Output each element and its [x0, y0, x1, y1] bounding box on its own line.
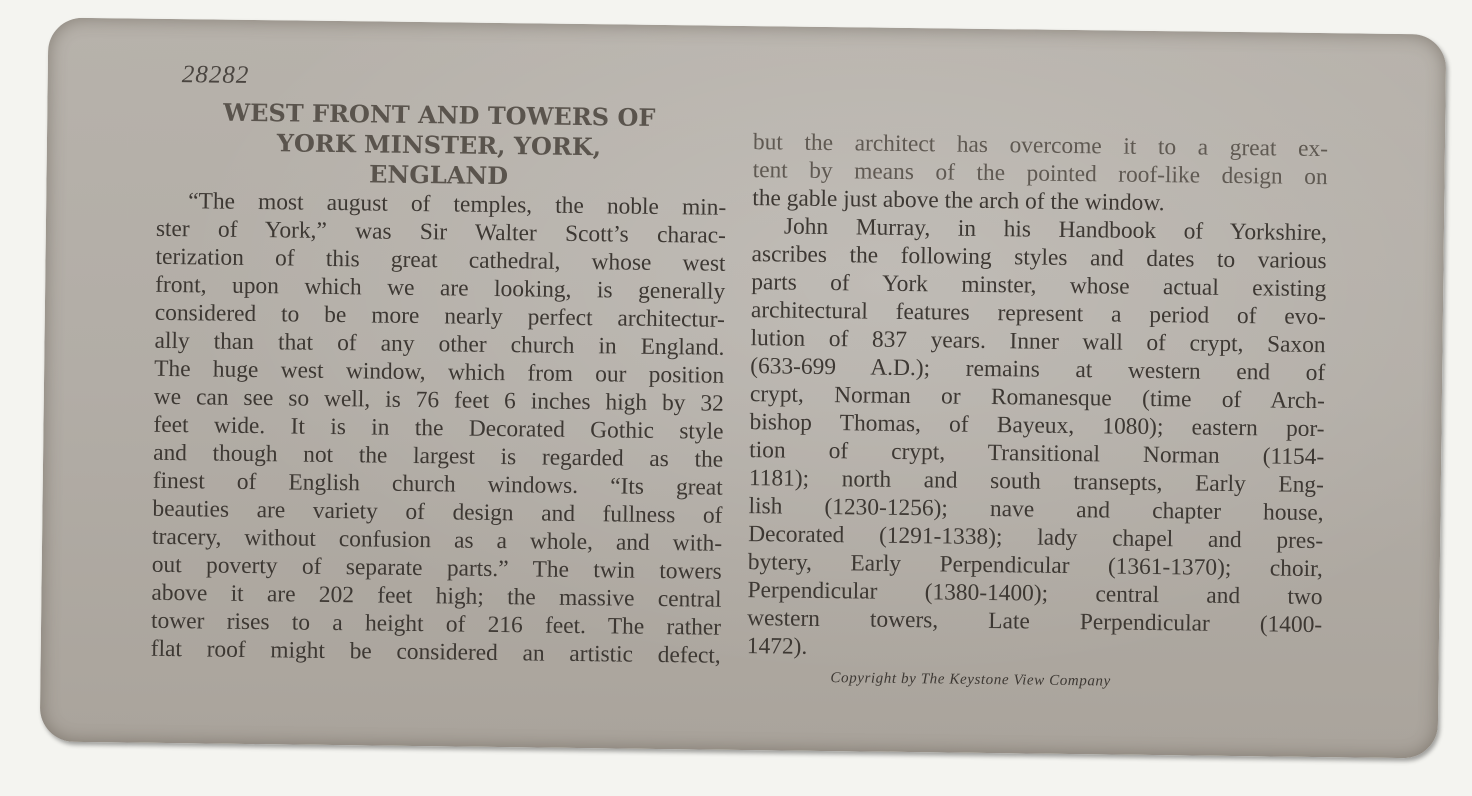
- text-line: lution of 837 years. Inner wall of crypt, Saxon: [750, 325, 1326, 359]
- text-line: (633-699 A.D.); remains at western end of: [750, 353, 1326, 387]
- text-line: and though not the largest is regarded as the: [153, 439, 724, 473]
- text-line: feet wide. It is in the Decorated Gothic style: [153, 411, 724, 445]
- title-line: WEST FRONT AND TOWERS OF: [223, 97, 656, 132]
- text-line: lish (1230-1256); nave and chapter house,: [748, 493, 1324, 527]
- text-line: considered to be more nearly perfect architectur-: [154, 299, 725, 333]
- copyright-notice: Copyright by The Keystone View Company: [830, 670, 1111, 690]
- text-line: bishop Thomas, of Bayeux, 1080); eastern por-: [749, 409, 1325, 443]
- text-line: tion of crypt, Transitional Norman (1154-: [749, 437, 1325, 471]
- card-title: [158, 97, 719, 194]
- text-line: the gable just above the arch of the window.: [752, 185, 1165, 217]
- left-text-column: [151, 187, 727, 670]
- text-line: ally than that of any other church in England.: [154, 327, 725, 361]
- text-line: ascribes the following styles and dates to various: [751, 241, 1327, 275]
- text-line: parts of York minster, whose actual existing: [751, 269, 1327, 303]
- text-line: front, upon which we are looking, is generally: [155, 271, 726, 305]
- text-line: 1181); north and south transepts, Early Eng-: [748, 465, 1325, 499]
- text-line: Decorated (1291-1338); lady chapel and pres-: [748, 521, 1324, 555]
- text-line: flat roof might be considered an artistic defect,: [150, 635, 721, 669]
- text-line: ster of York,” was Sir Walter Scott’s charac-: [155, 215, 727, 249]
- text-line: tent by means of the pointed roof-like design on: [752, 157, 1328, 191]
- text-line: 1472).: [746, 633, 808, 660]
- stereoview-card-back: [40, 17, 1447, 758]
- text-line: The huge west window, which from our position: [154, 355, 725, 389]
- title-line: ENGLAND: [368, 159, 509, 191]
- text-line: western towers, Late Perpendicular (1400-: [747, 605, 1323, 639]
- text-line: architectural features represent a period of evo-: [750, 297, 1327, 331]
- text-line: terization of this great cathedral, whose west: [155, 243, 726, 277]
- text-line: John Murray, in his Handbook of Yorkshire,: [783, 213, 1328, 247]
- text-line: tower rises to a height of 216 feet. The rather: [150, 607, 722, 641]
- text-line: tracery, without confusion as a whole, and with-: [151, 523, 723, 557]
- text-line: we can see so well, is 76 feet 6 inches high by 32: [153, 383, 724, 417]
- text-line: “The most august of temples, the noble min-: [188, 188, 727, 221]
- text-line: Perpendicular (1380-1400); central and two: [747, 577, 1323, 611]
- text-line: but the architect has overcome it to a great ex-: [752, 129, 1329, 163]
- text-line: out poverty of separate parts.” The twin towers: [151, 551, 722, 585]
- text-line: beauties are variety of design and fullness of: [152, 495, 723, 529]
- text-line: above it are 202 feet high; the massive central: [151, 579, 722, 613]
- catalog-number: 28282: [181, 61, 250, 89]
- title-line: YORK MINSTER, YORK,: [276, 128, 602, 162]
- text-line: bytery, Early Perpendicular (1361-1370); choir,: [747, 549, 1323, 583]
- text-line: crypt, Norman or Romanesque (time of Arch-: [749, 381, 1326, 415]
- right-text-column: [747, 128, 1328, 667]
- text-line: finest of English church windows. “Its great: [152, 467, 723, 501]
